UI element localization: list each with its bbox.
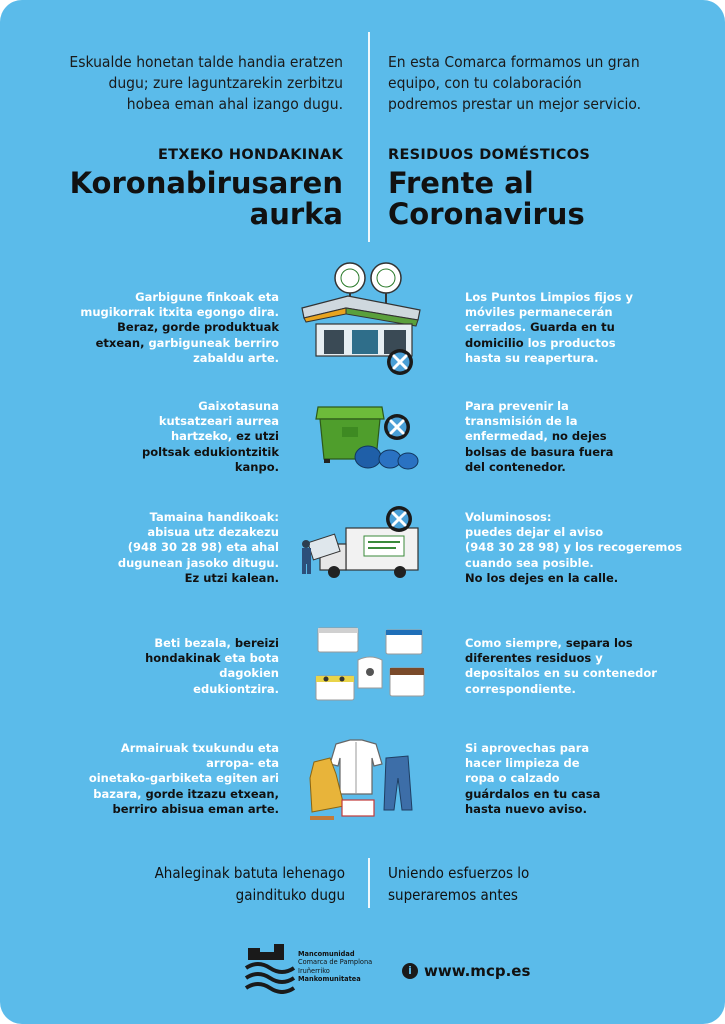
section-text-run: los productos: [527, 335, 616, 350]
section-text-run: Como siempre,: [465, 636, 566, 650]
info-icon: i: [402, 963, 418, 979]
section-text-line: [49, 351, 279, 366]
section-text-run: berriro abisua eman arte.: [112, 801, 279, 816]
section-text-line: [49, 682, 279, 697]
section-text-line: [465, 399, 695, 414]
section-text-run: No los dejes en la calle.: [465, 570, 619, 585]
closing-eu-line: gaindituko dugu: [235, 886, 345, 904]
section-text-run: oinetako-garbiketa egiten ari: [88, 771, 279, 786]
section-text-run: guárdalos en tu casa: [465, 786, 601, 801]
section-text-line: [465, 556, 695, 571]
section-text-line: [465, 460, 695, 475]
section-1-eu: [49, 290, 279, 366]
section-text-line: [465, 771, 695, 786]
logo-text: [298, 950, 372, 983]
section-text-line: [49, 429, 279, 444]
section-text-run: garbiguneak berriro: [148, 335, 279, 350]
section-text-line: [49, 445, 279, 460]
section-2-eu: [49, 399, 279, 475]
section-text-run: mugikorrak itxita egongo dira.: [80, 305, 279, 320]
section-text-line: [465, 802, 695, 817]
section-text-run: domicilio: [465, 335, 528, 350]
section-text-line: [465, 540, 695, 555]
section-text-line: [465, 636, 695, 651]
intro-es: [388, 52, 688, 115]
section-text-run: hacer limpieza de: [465, 756, 580, 771]
section-text-run: etxean,: [95, 335, 149, 350]
section-text-run: Para prevenir la: [465, 399, 569, 413]
section-text-line: [49, 556, 279, 571]
section-text-line: [465, 651, 695, 666]
section-text-run: móviles permanecerán: [465, 305, 613, 320]
title-eu-line: Koronabirusaren: [69, 166, 343, 200]
website-link[interactable]: www.mcp.es: [424, 962, 531, 980]
closing-es: [388, 862, 529, 906]
logo-line: Iruñerriko: [298, 966, 330, 975]
section-text-line: [49, 666, 279, 681]
section-text-line: [49, 510, 279, 525]
section-text-line: [465, 525, 695, 540]
section-5-es: [465, 741, 695, 817]
section-text-run: del contenedor.: [465, 459, 566, 474]
section-5-eu: [49, 741, 279, 817]
section-text-line: [49, 756, 279, 771]
section-3-es: [465, 510, 695, 586]
section-text-run: hasta su reapertura.: [465, 350, 599, 365]
section-text-line: [465, 445, 695, 460]
kicker-eu: ETXEKO HONDAKINAK: [157, 147, 343, 163]
section-text-run: Gaixotasuna: [198, 399, 279, 413]
section-text-line: [49, 399, 279, 414]
section-text-run: arropa- eta: [206, 756, 279, 771]
section-3-eu: [49, 510, 279, 586]
section-text-line: [49, 540, 279, 555]
section-text-run: depositalos en su contenedor: [465, 666, 657, 681]
section-text-line: [465, 741, 695, 756]
section-text-run: Los Puntos Limpios fijos y: [465, 290, 634, 304]
section-text-run: Guarda en tu: [530, 320, 615, 335]
section-text-run: separa los: [565, 636, 633, 650]
intro-es-line: equipo, con tu colaboración: [388, 74, 582, 92]
clothes-illustration: [290, 728, 430, 848]
section-text-run: cerrados.: [465, 320, 531, 335]
section-text-line: [49, 741, 279, 756]
section-text-line: [465, 756, 695, 771]
section-text-line: [49, 414, 279, 429]
section-text-run: Beraz, gorde produktuak: [117, 320, 279, 335]
section-text-run: abisua utz dezakezu: [147, 525, 279, 540]
section-2-es: [465, 399, 695, 475]
section-text-run: (948 30 28 98) y los recogeremos: [465, 540, 683, 555]
section-text-line: [465, 571, 695, 586]
logo-line: Mankomunitatea: [298, 974, 361, 983]
clean-point-illustration: [290, 258, 430, 378]
section-text-line: [465, 305, 695, 320]
section-text-run: eta bota: [224, 651, 279, 666]
section-text-run: Tamaina handikoak:: [149, 510, 279, 524]
section-text-run: dugunean jasoko ditugu.: [117, 555, 279, 570]
closing-es-line: superaremos antes: [388, 886, 518, 904]
title-es-line: Coronavirus: [388, 197, 585, 231]
kicker-es: RESIDUOS DOMÉSTICOS: [388, 147, 591, 163]
closing-eu-line: Ahaleginak batuta lehenago: [154, 864, 345, 882]
section-text-run: bereizi: [234, 636, 279, 650]
section-text-run: hasta nuevo aviso.: [465, 801, 587, 816]
section-text-run: Armairuak txukundu eta: [120, 741, 279, 755]
section-text-run: Garbigune finkoak eta: [135, 290, 279, 304]
section-text-line: [49, 525, 279, 540]
section-text-run: cuando sea posible.: [465, 555, 594, 570]
section-text-line: [49, 290, 279, 305]
section-text-run: bolsas de basura fuera: [465, 444, 614, 459]
section-text-run: no dejes: [551, 429, 607, 444]
section-text-line: [49, 802, 279, 817]
section-text-run: Ez utzi kalean.: [184, 570, 279, 585]
section-text-line: [465, 429, 695, 444]
title-eu-line: aurka: [249, 197, 343, 231]
title-es-line: Frente al: [388, 166, 534, 200]
section-text-run: zabaldu arte.: [193, 350, 279, 365]
section-text-run: Beti bezala,: [154, 636, 235, 650]
section-text-line: [49, 787, 279, 802]
section-text-line: [49, 460, 279, 475]
section-text-run: gorde itzazu etxean,: [145, 786, 279, 801]
section-text-run: diferentes residuos: [465, 651, 596, 666]
intro-eu-line: hobea eman ahal izango dugu.: [126, 95, 343, 113]
section-text-run: transmisión de la: [465, 414, 578, 429]
section-4-es: [465, 636, 695, 697]
divider-bottom: [368, 858, 370, 908]
section-text-run: poltsak edukiontzitik: [142, 444, 279, 459]
section-text-line: [49, 571, 279, 586]
title-eu: [70, 168, 343, 230]
mancomunidad-logo: [244, 942, 304, 994]
intro-es-line: podremos prestar un mejor servicio.: [388, 95, 642, 113]
intro-eu-line: Eskualde honetan talde handia eratzen: [69, 53, 343, 71]
divider-top: [368, 32, 370, 242]
section-text-run: kutsatzeari aurrea: [158, 414, 279, 429]
sorting-bins-illustration: [290, 620, 430, 740]
section-text-run: edukiontzira.: [193, 681, 279, 696]
bulky-truck-illustration: [290, 500, 430, 620]
section-4-eu: [49, 636, 279, 697]
section-text-run: hondakinak: [145, 651, 225, 666]
logo-line: Mancomunidad: [298, 950, 355, 958]
section-text-line: [465, 787, 695, 802]
section-text-run: hartzeko,: [170, 429, 237, 444]
section-text-line: [465, 666, 695, 681]
section-text-line: [49, 771, 279, 786]
intro-eu: [43, 52, 343, 115]
section-text-run: (948 30 28 98) eta ahal: [127, 540, 279, 555]
section-text-run: correspondiente.: [465, 681, 576, 696]
logo-line: Comarca de Pamplona: [298, 958, 373, 967]
section-1-es: [465, 290, 695, 366]
section-text-line: [465, 320, 695, 335]
section-text-line: [465, 510, 695, 525]
section-text-line: [465, 682, 695, 697]
section-text-line: [49, 305, 279, 320]
section-text-line: [465, 414, 695, 429]
intro-eu-line: dugu; zure laguntzarekin zerbitzu: [108, 74, 343, 92]
section-text-line: [49, 320, 279, 335]
section-text-run: bazara,: [93, 786, 146, 801]
section-text-line: [49, 651, 279, 666]
closing-es-line: Uniendo esfuerzos lo: [388, 864, 530, 882]
section-text-run: y: [595, 651, 603, 666]
section-text-run: ropa o calzado: [465, 771, 560, 786]
title-es: [388, 168, 585, 230]
section-text-run: Voluminosos:: [465, 510, 552, 524]
section-text-line: [49, 336, 279, 351]
section-text-run: puedes dejar el aviso: [465, 525, 604, 540]
intro-es-line: En esta Comarca formamos un gran: [388, 53, 640, 71]
section-text-line: [49, 636, 279, 651]
section-text-line: [465, 290, 695, 305]
section-text-line: [465, 336, 695, 351]
container-bags-illustration: [290, 385, 430, 505]
section-text-line: [465, 351, 695, 366]
section-text-run: enfermedad,: [465, 429, 552, 444]
section-text-run: dagokien: [219, 666, 279, 681]
section-text-run: ez utzi: [236, 429, 279, 444]
section-text-run: kanpo.: [234, 459, 279, 474]
section-text-run: Si aprovechas para: [465, 741, 590, 755]
closing-eu: [155, 862, 345, 906]
